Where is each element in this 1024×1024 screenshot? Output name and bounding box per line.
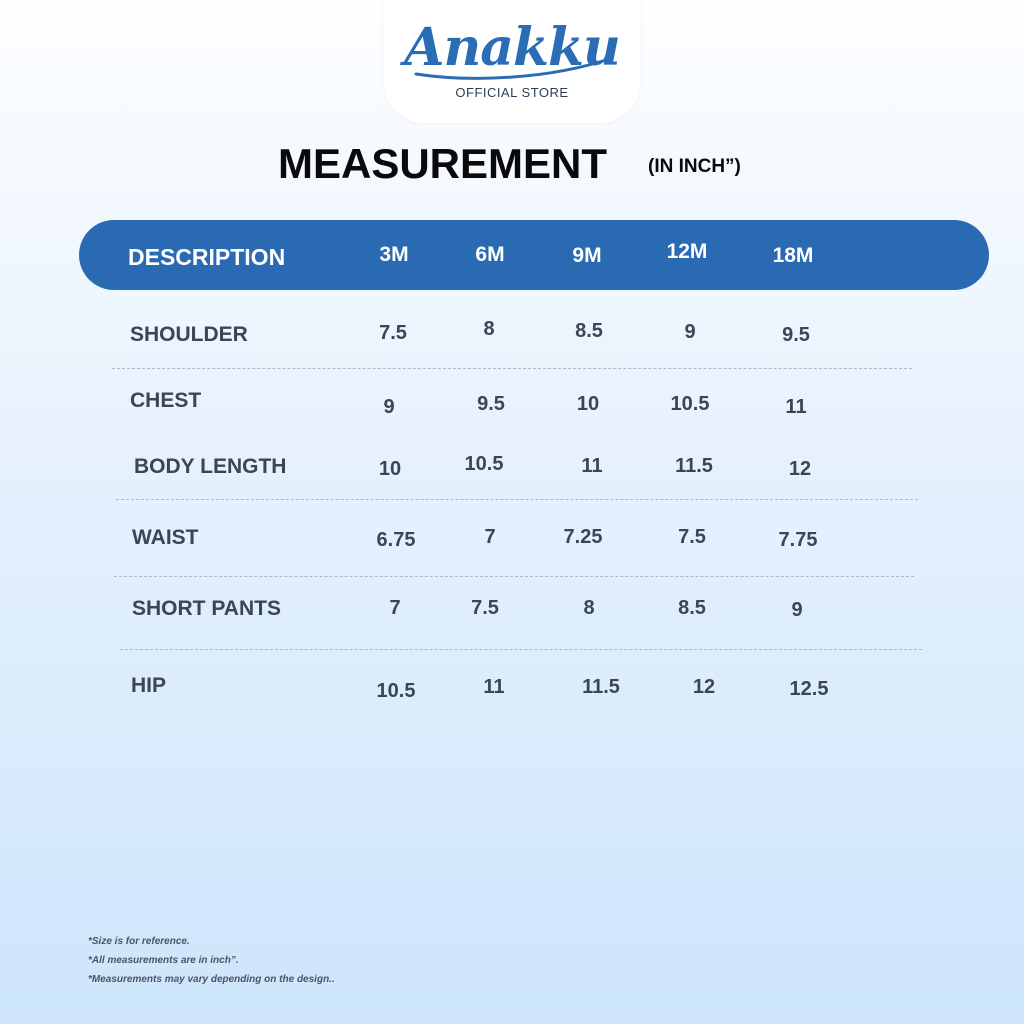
row-value: 12 — [692, 676, 716, 698]
row-value: 10 — [378, 458, 402, 480]
logo-card — [384, 0, 640, 123]
footnote: *Measurements may vary depending on the design.. — [88, 974, 335, 985]
row-divider — [116, 499, 918, 500]
row-value: 7 — [484, 526, 496, 548]
row-label: CHEST — [130, 389, 202, 412]
footnote: *Size is for reference. — [88, 936, 190, 947]
size-header-18m: 18M — [772, 244, 814, 267]
footnote: *All measurements are in inch”. — [88, 955, 239, 966]
size-header-12m: 12M — [666, 240, 708, 263]
description-header: DESCRIPTION — [128, 244, 286, 270]
row-value: 10 — [576, 393, 600, 415]
row-value: 7.5 — [471, 597, 499, 619]
row-value: 8 — [483, 318, 495, 340]
row-value: 7 — [389, 597, 401, 619]
size-header-6m: 6M — [475, 243, 505, 266]
row-value: 9 — [684, 321, 696, 343]
row-value: 10.5 — [670, 393, 710, 415]
row-value: 8.5 — [678, 597, 706, 619]
row-label: SHORT PANTS — [132, 597, 281, 620]
row-value: 9.5 — [477, 393, 505, 415]
row-divider — [112, 368, 912, 369]
footnotes — [88, 932, 335, 989]
brand-logo: Anakku — [404, 17, 620, 78]
row-value: 6.75 — [376, 529, 416, 551]
row-value: 7.5 — [678, 526, 706, 548]
row-value: 11 — [581, 455, 603, 477]
row-divider — [114, 576, 914, 577]
row-label: SHOULDER — [130, 323, 248, 346]
row-value: 8 — [583, 597, 595, 619]
table-header — [79, 220, 989, 290]
brand-subtitle: OFFICIAL STORE — [455, 85, 569, 100]
row-value: 11 — [785, 396, 807, 418]
row-value: 9 — [791, 599, 803, 621]
row-value: 7.75 — [778, 529, 818, 551]
unit-label: (IN INCH”) — [648, 156, 741, 177]
size-header-3m: 3M — [379, 243, 409, 266]
row-divider — [120, 649, 922, 650]
row-value: 9.5 — [782, 324, 810, 346]
row-label: HIP — [131, 674, 167, 697]
row-value: 7.5 — [379, 322, 407, 344]
row-value: 11.5 — [582, 676, 620, 698]
row-value: 11.5 — [675, 455, 713, 477]
row-value: 7.25 — [563, 526, 603, 548]
row-value: 12.5 — [789, 678, 829, 700]
row-value: 10.5 — [376, 680, 416, 702]
size-header-9m: 9M — [572, 244, 602, 267]
row-value: 12 — [788, 458, 812, 480]
row-value: 11 — [483, 676, 505, 698]
row-label: BODY LENGTH — [134, 455, 287, 478]
row-value: 9 — [383, 396, 395, 418]
row-label: WAIST — [132, 526, 199, 549]
page-title: MEASUREMENT — [278, 140, 608, 187]
row-value: 8.5 — [575, 320, 603, 342]
row-value: 10.5 — [464, 453, 504, 475]
